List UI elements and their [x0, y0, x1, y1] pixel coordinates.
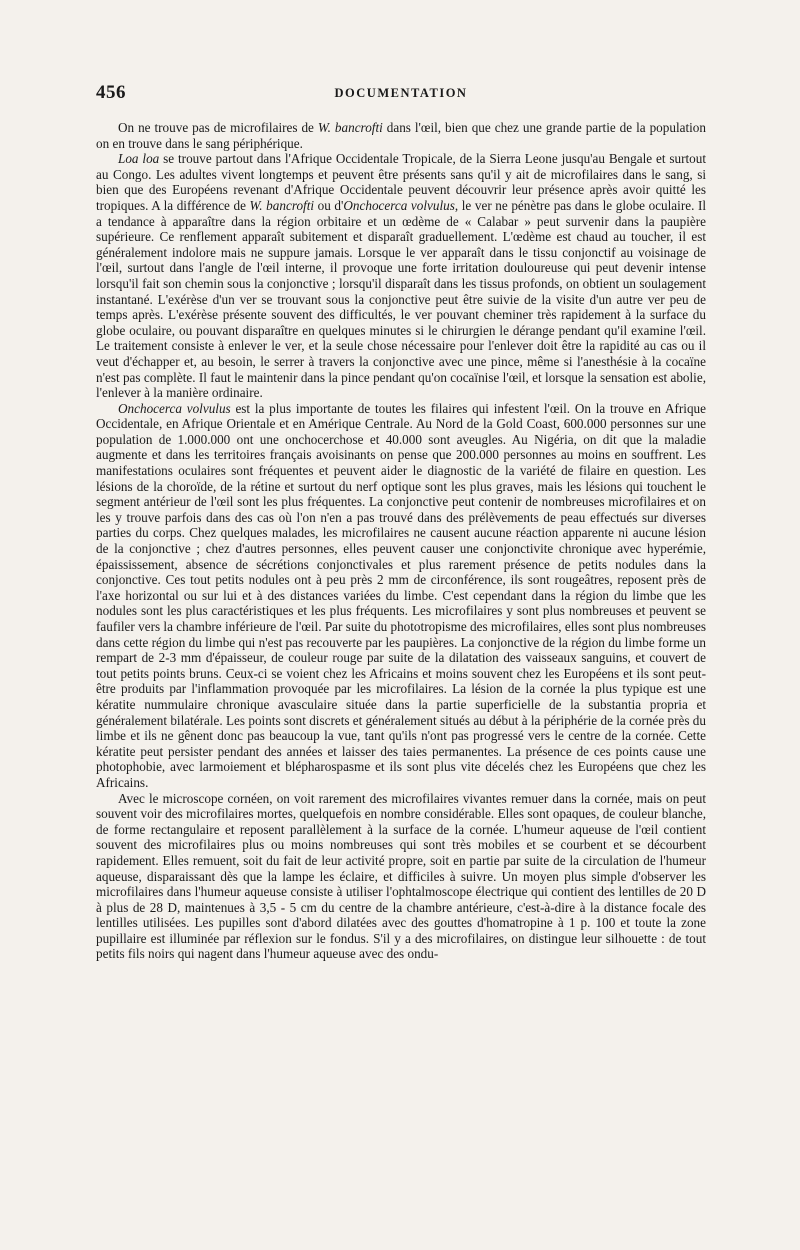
- paragraph: [96, 401, 706, 791]
- text-run: , le ver ne pénètre pas dans le globe oculaire. Il a tendance à apparaître dans la région orbitaire et un œdème de « Calabar » peut survenir dans la paupière supérieure. Ce renflement apparaît subitement et disparaît graduellement. L'œdème est chaud au toucher, il est généralement indolore mais ne suppure jamais. Lorsque le ver apparaît dans le tissu conjonctif au voisinage de l'œil, surtout dans l'angle de l'œil interne, il provoque une forte irritation douloureuse qui peut devenir intense lorsqu'il fait son chemin sous la conjonctive ; lorsqu'il disparaît dans les tissus profonds, on obtient un soulagement instantané. L'exérèse d'un ver se trouvant sous la conjonctive peut être suivie de la visite d'un autre ver peu de temps après. L'exérèse présente souvent des difficultés, le ver pouvant cheminer très rapidement à la surface du globe oculaire, ou pouvant disparaître en quelques minutes si le chirurgien le dérange pendant qu'il examine l'œil. Le traitement consiste à enlever le ver, et la seule chose nécessaire pour l'enlever doit être la rapidité au cas ou il veut d'échapper et, au besoin, le serrer à travers la conjonctive avec une pince, même si l'anesthésie à la cocaïne n'est pas complète. Il faut le maintenir dans la pince pendant qu'on cocaïnise l'œil, et lorsque la sensation est abolie, l'enlever à la manière ordinaire.: [96, 197, 707, 401]
- italic-term: Onchocerca volvulus: [118, 400, 231, 416]
- text-run: dans l'œil, bien que chez une grande partie de la population on en trouve dans le sang périphérique.: [96, 120, 706, 151]
- italic-term: W. bancrofti: [249, 197, 315, 213]
- text-run: ou d': [314, 197, 344, 213]
- paragraph: [96, 151, 706, 401]
- italic-term: Loa loa: [118, 151, 160, 167]
- italic-term: Onchocerca volvulus: [343, 197, 455, 213]
- text-run: est la plus importante de toutes les filaires qui infestent l'œil. On la trouve en Afrique Occidentale, en Afrique Orientale et en Amérique Centrale. Au Nord de la Gold Coast, 600.000 personnes sur une population de 1.000.000 ont une onchocerchose et 40.000 sont aveugles. Au Nigéria, on dit que la maladie augmente et dans les territoires français avoisinants on pense que 200.000 personnes au moins en souffrent. Les manifestations oculaires sont fréquentes et peuvent aider le diagnostic de la variété de filaire en question. Les lésions de la choroïde, de la rétine et surtout du nerf optique sont les plus graves, mais les lésions qui touchent le segment antérieur de l'œil sont les plus fréquentes. La conjonctive peut contenir de nombreuses microfilaires et on les y trouve parfois dans des cas où l'on n'en a pas trouvé dans des prélèvements de peau effectués sur diverses parties du corps. Chez quelques malades, les microfilaires ne causent aucune réaction apparente ni aucune lésion de la conjonctive ; chez d'autres personnes, elles peuvent causer une conjonctivite chronique avec hyperémie, épaississement, absence de sécrétions conjonctivales et plus rarement présence de petits nodules dans la conjonctive. Ces tout petits nodules ont à peu près 2 mm de circonférence, ils sont rougeâtres, reposent près de l'axe horizontal ou sur lui et à des distances variées du limbe. C'est cependant dans la région du limbe que les nodules sont les plus caractéristiques et les plus fréquents. Les microfilaires y sont plus nombreuses et peuvent se faufiler vers la chambre inférieure de l'œil. Par suite du phototropisme des microfilaires, elles sont plus nombreuses dans cette région du limbe qui n'est pas recouverte par les paupières. La conjonctive de la région du limbe forme un rempart de 2-3 mm d'épaisseur, de couleur rouge par suite de la dilatation des vaisseaux sanguins, et couvert de tout petits points bruns. Ceux-ci se voient chez les Africains et moins souvent chez les Européens et ils sont peut-être produits par l'inflammation provoquée par les microfilaires. La lésion de la cornée la plus typique est une kératite nummulaire chronique avasculaire située dans la partie superficielle de la substantia propria et généralement bilatérale. Les points sont discrets et généralement situés au début à la périphérie de la cornée près du limbe et ils ne gênent donc pas beaucoup la vue, tant qu'ils n'ont pas progressé vers le centre de la cornée. Cette kératite peut persister pendant des années et laisser des taies permanentes. La présence de ces points cause une photophobie, avec larmoiement et blépharospasme et ils sont plus vite décelés chez les Européens que chez les Africains.: [96, 400, 706, 790]
- text-run: On ne trouve pas de microfilaires de: [118, 120, 318, 135]
- italic-term: W. bancrofti: [317, 120, 383, 135]
- text-run: Avec le microscope cornéen, on voit rarement des microfilaires vivantes remuer dans la cornée, mais on peut souvent voir des microfilaires mortes, quelquefois en nombre considérable. Elles sont opaques, de couleur blanche, de forme rectangulaire et reposent parallèlement à la surface de la cornée. L'humeur aqueuse de l'œil contient souvent des microfilaires plus ou moins nombreuses qui sont très mobiles et se courbent et se décourbent rapidement. Elles remuent, soit du fait de leur activité propre, soit en partie par suite de la circulation de l'humeur aqueuse, disparaissant dès que la lampe les éclaire, et difficiles à suivre. Un moyen plus simple d'observer les microfilaires dans l'humeur aqueuse consiste à utiliser l'ophtalmoscope électrique qui contient des lentilles de 20 D à plus de 28 D, maintenues à 3,5 - 5 cm du centre de la chambre antérieure, c'est-à-dire à la distance focale des lentilles utilisées. Les pupilles sont d'abord dilatées avec des gouttes d'homatropine à 1 p. 100 et toute la zone pupillaire est illuminée par réflexion sur le fondus. S'il y a des microfilaires, on distingue leur silhouette : de tout petits fils noirs qui nagent dans l'humeur aqueuse avec des ondu-: [96, 790, 706, 962]
- text-run: se trouve partout dans l'Afrique Occidentale Tropicale, de la Sierra Leone jusqu'au Bengale et surtout au Congo. Les adultes vivent longtemps et peuvent être présents sans qu'il y ait de microfilaires dans le sang, si bien que des Européens revenant d'Afrique Occidentale peuvent découvrir leur présence après avoir quitté les tropiques. A la différence de: [96, 151, 707, 213]
- body-text: [96, 120, 706, 962]
- running-head: DOCUMENTATION: [334, 86, 468, 100]
- page-header: [96, 82, 706, 106]
- page-number: 456: [96, 82, 126, 103]
- paragraph: [96, 120, 706, 151]
- paragraph: [96, 791, 706, 963]
